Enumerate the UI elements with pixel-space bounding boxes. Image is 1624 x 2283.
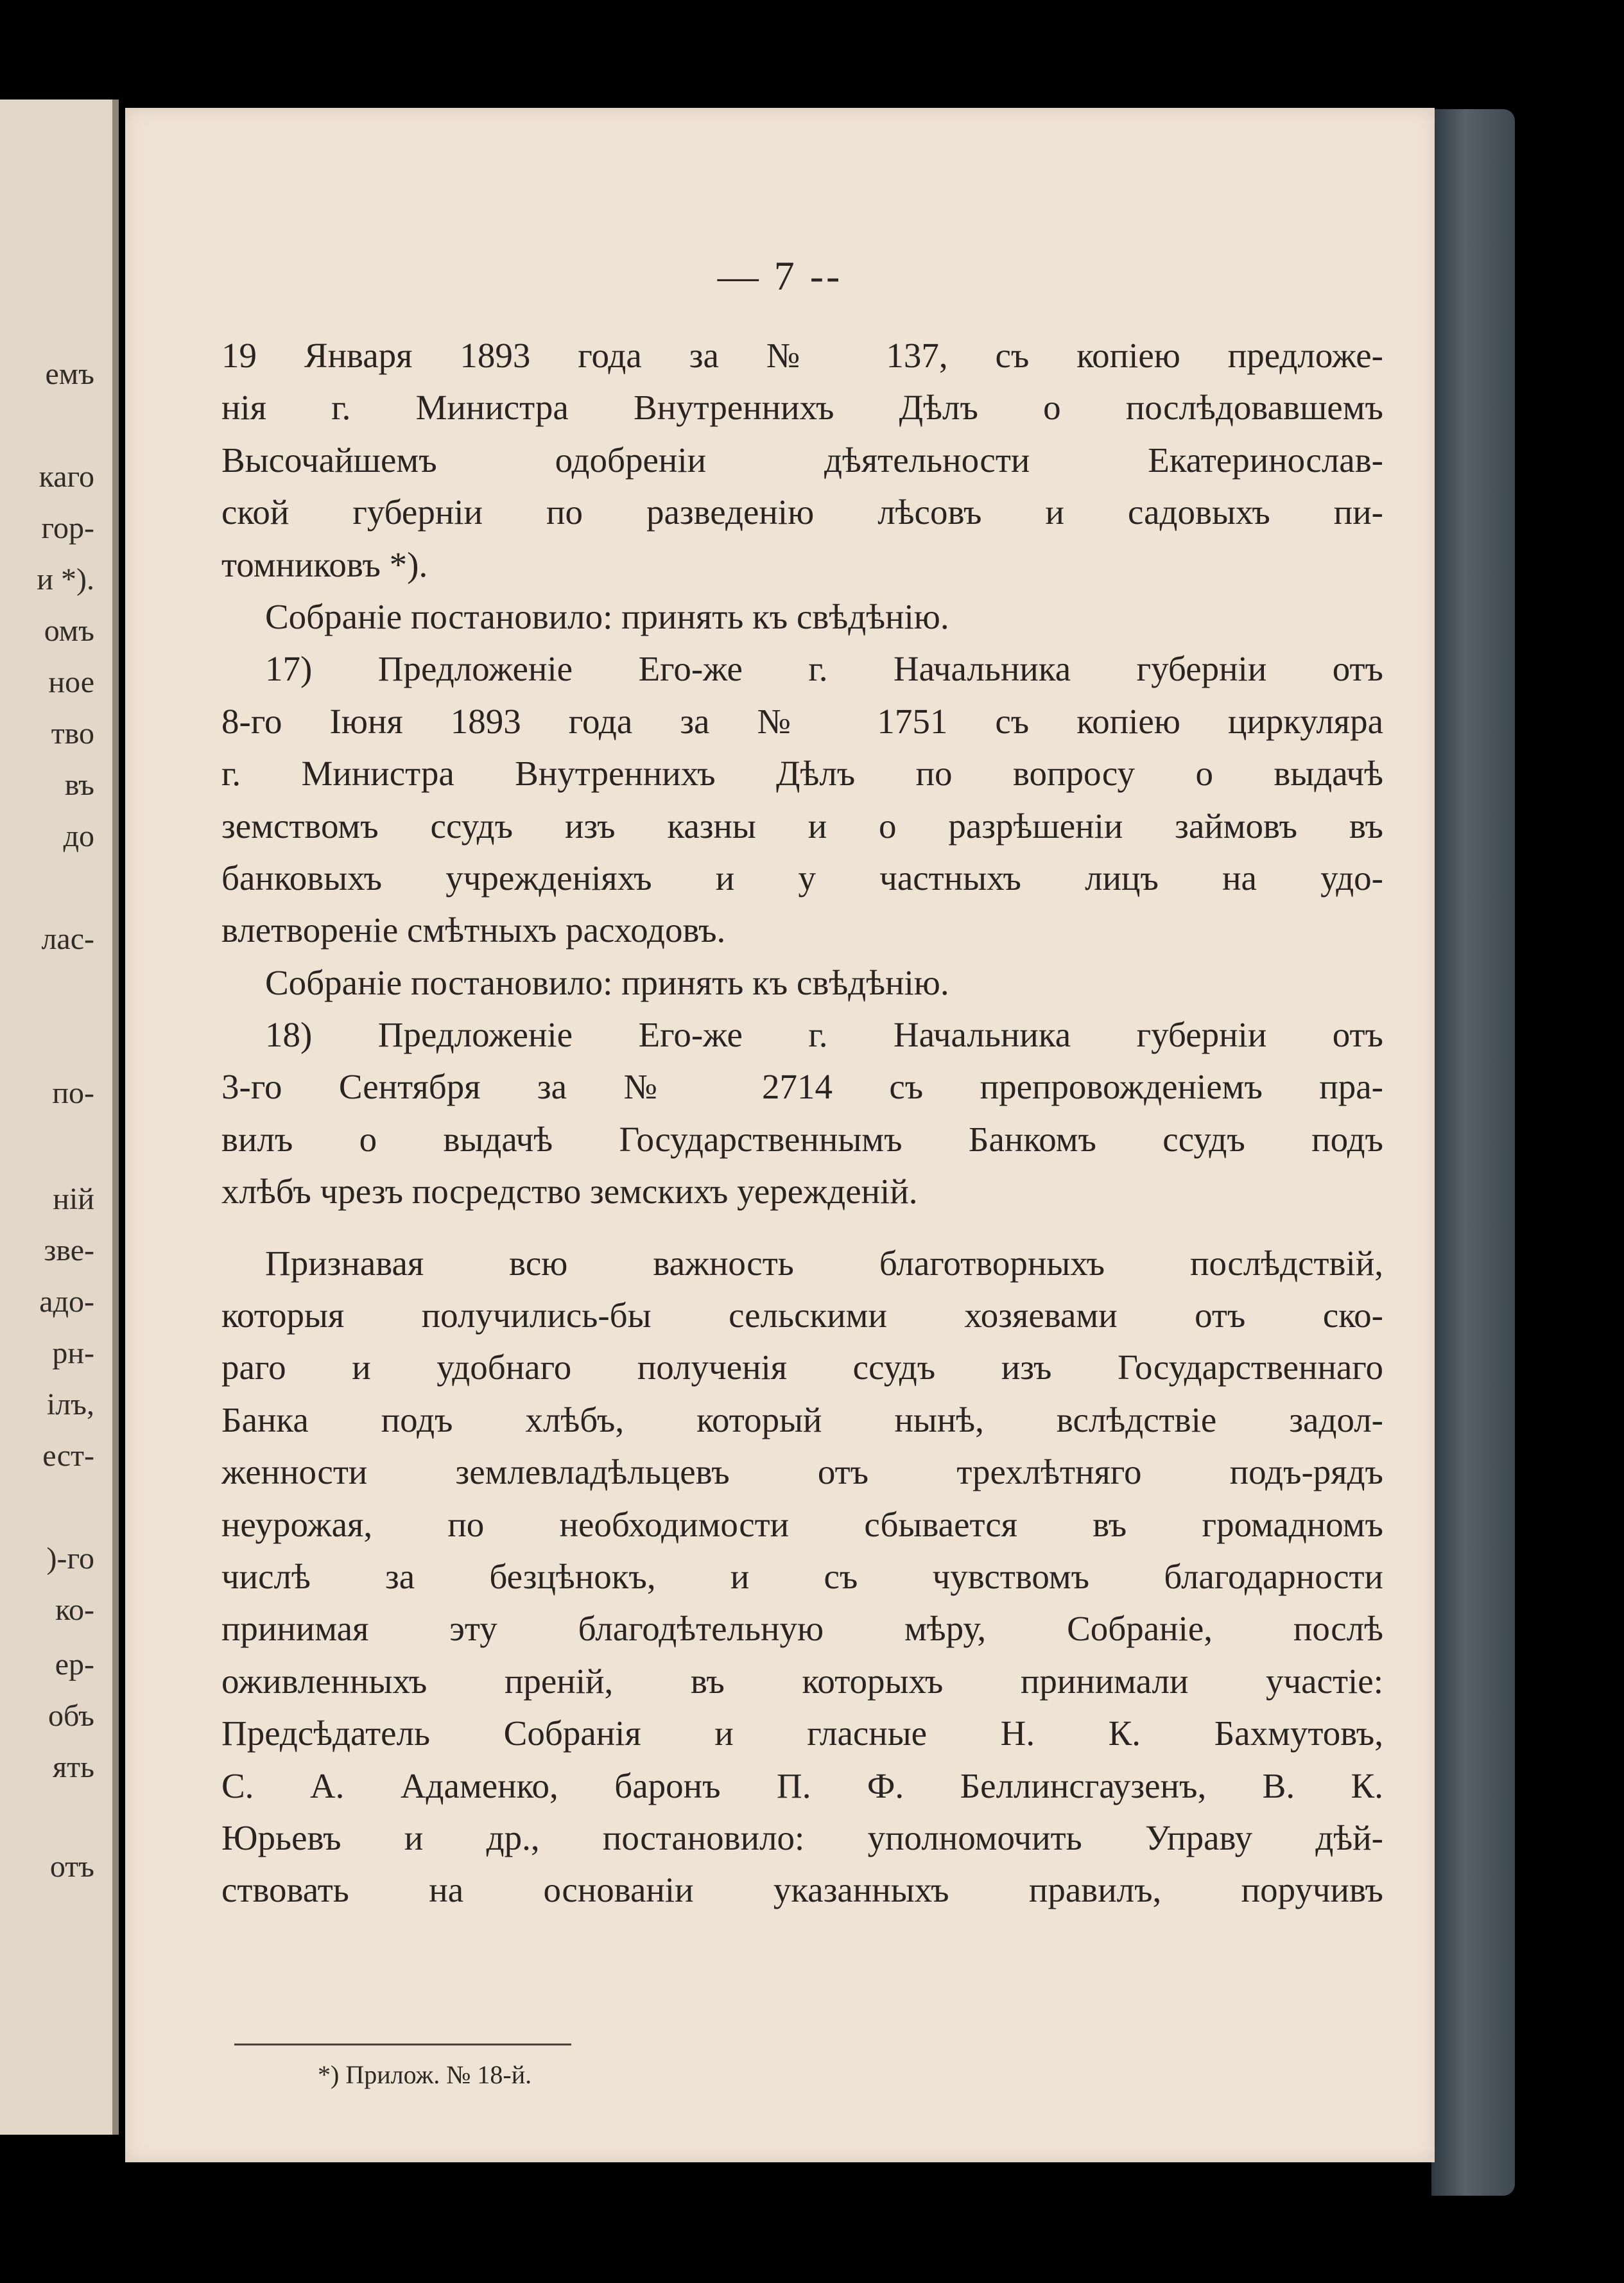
left-fragment: по- <box>52 1076 94 1110</box>
text-line: Собраніе постановило: принять къ свѣдѣнію. <box>265 596 949 636</box>
left-fragment: ній <box>53 1182 94 1216</box>
left-fragment: до <box>63 819 94 853</box>
left-fragment: объ <box>48 1699 94 1733</box>
text-line: томниковъ *). <box>221 544 428 584</box>
text-line: оживленныхъ преній, въ которыхъ принимали участіе: <box>221 1661 1383 1701</box>
text-line: вилъ о выдачѣ Государственнымъ Банкомъ ссудъ подъ <box>221 1119 1383 1159</box>
text-line: ской губерніи по разведенію лѣсовъ и садовыхъ пи- <box>221 492 1383 532</box>
left-fragment: каго <box>39 460 94 494</box>
left-fragment: омъ <box>44 614 94 648</box>
left-fragment: ест- <box>42 1439 94 1473</box>
book-page <box>125 108 1435 2162</box>
left-fragment: ное <box>48 665 94 699</box>
text-line: г. Министра Внутреннихъ Дѣлъ по вопросу о выдачѣ <box>221 754 1383 794</box>
left-fragment: ять <box>53 1750 94 1784</box>
text-line: Признавая всю важность благотворныхъ послѣдствій, <box>265 1243 1383 1283</box>
text-line: числѣ за безцѣнокъ, и съ чувствомъ благодарности <box>221 1556 1383 1596</box>
book-cover-edge <box>1431 109 1515 2196</box>
left-fragment: ер- <box>55 1647 94 1681</box>
text-line: хлѣбъ чрезъ посредство земскихъ уережденій. <box>221 1172 918 1211</box>
left-fragment: адо- <box>39 1285 94 1319</box>
text-line: женности землевладѣльцевъ отъ трехлѣтняго подъ-рядъ <box>221 1452 1383 1492</box>
left-fragment: гор- <box>41 511 94 545</box>
text-line: банковыхъ учрежденіяхъ и у частныхъ лицъ на удо- <box>221 858 1383 898</box>
left-fragment: лас- <box>41 922 94 956</box>
text-line: нія г. Министра Внутреннихъ Дѣлъ о послѣдовавшемъ <box>221 388 1383 428</box>
text-line: ствовать на основаніи указанныхъ правилъ, поручивъ <box>221 1870 1383 1910</box>
text-line: которыя получились-бы сельскими хозяевами отъ ско- <box>221 1296 1383 1335</box>
left-fragment: зве- <box>44 1233 94 1267</box>
footnote-divider <box>234 2044 571 2045</box>
page-body <box>221 329 1383 1916</box>
text-line: неурожая, по необходимости сбывается въ громадномъ <box>221 1504 1383 1544</box>
left-fragment: отъ <box>49 1850 94 1884</box>
left-fragment: въ <box>64 768 94 802</box>
left-fragment: ко- <box>55 1593 94 1627</box>
left-fragment: рн- <box>52 1336 94 1370</box>
text-line: С. А. Адаменко, баронъ П. Ф. Беллинсгаузенъ, В. К. <box>221 1766 1383 1805</box>
text-line: принимая эту благодѣтельную мѣру, Собраніе, послѣ <box>221 1609 1383 1649</box>
text-line: земствомъ ссудъ изъ казны и о разрѣшеніи займовъ въ <box>221 806 1383 846</box>
text-line: Юрьевъ и др., постановило: уполномочить Управу дѣй- <box>221 1818 1383 1857</box>
left-fragment: )-го <box>46 1541 94 1576</box>
text-line: влетвореніе смѣтныхъ расходовъ. <box>221 910 726 950</box>
left-fragment: ілъ, <box>46 1387 94 1421</box>
page-number: — 7 -- <box>717 253 843 299</box>
text-line: Предсѣдатель Собранія и гласные Н. К. Бахмутовъ, <box>221 1714 1383 1753</box>
text-line: 18) Предложеніе Его-же г. Начальника губерніи отъ <box>265 1015 1383 1055</box>
text-line: Собраніе постановило: принять къ свѣдѣнію. <box>265 962 949 1002</box>
text-line: 19 Января 1893 года за № 137, съ копіею предложе- <box>221 336 1383 375</box>
text-line: 3-го Сентября за № 2714 съ препровожденіемъ пра- <box>221 1067 1383 1107</box>
text-line: Высочайшемъ одобреніи дѣятельности Екатеринослав- <box>221 440 1383 480</box>
previous-page-edge <box>0 100 119 2135</box>
footnote: *) Прилож. № 18-й. <box>318 2060 532 2089</box>
text-line: раго и удобнаго полученія ссудъ изъ Государственнаго <box>221 1348 1383 1387</box>
text-line: Банка подъ хлѣбъ, который нынѣ, вслѣдствіе задол- <box>221 1400 1383 1439</box>
text-line: 17) Предложеніе Его-же г. Начальника губерніи отъ <box>265 649 1383 689</box>
text-line: 8-го Іюня 1893 года за № 1751 съ копіею циркуляра <box>221 701 1383 741</box>
left-fragment: емъ <box>45 357 94 391</box>
left-fragment: и *). <box>37 562 94 596</box>
left-fragment: тво <box>51 716 94 751</box>
